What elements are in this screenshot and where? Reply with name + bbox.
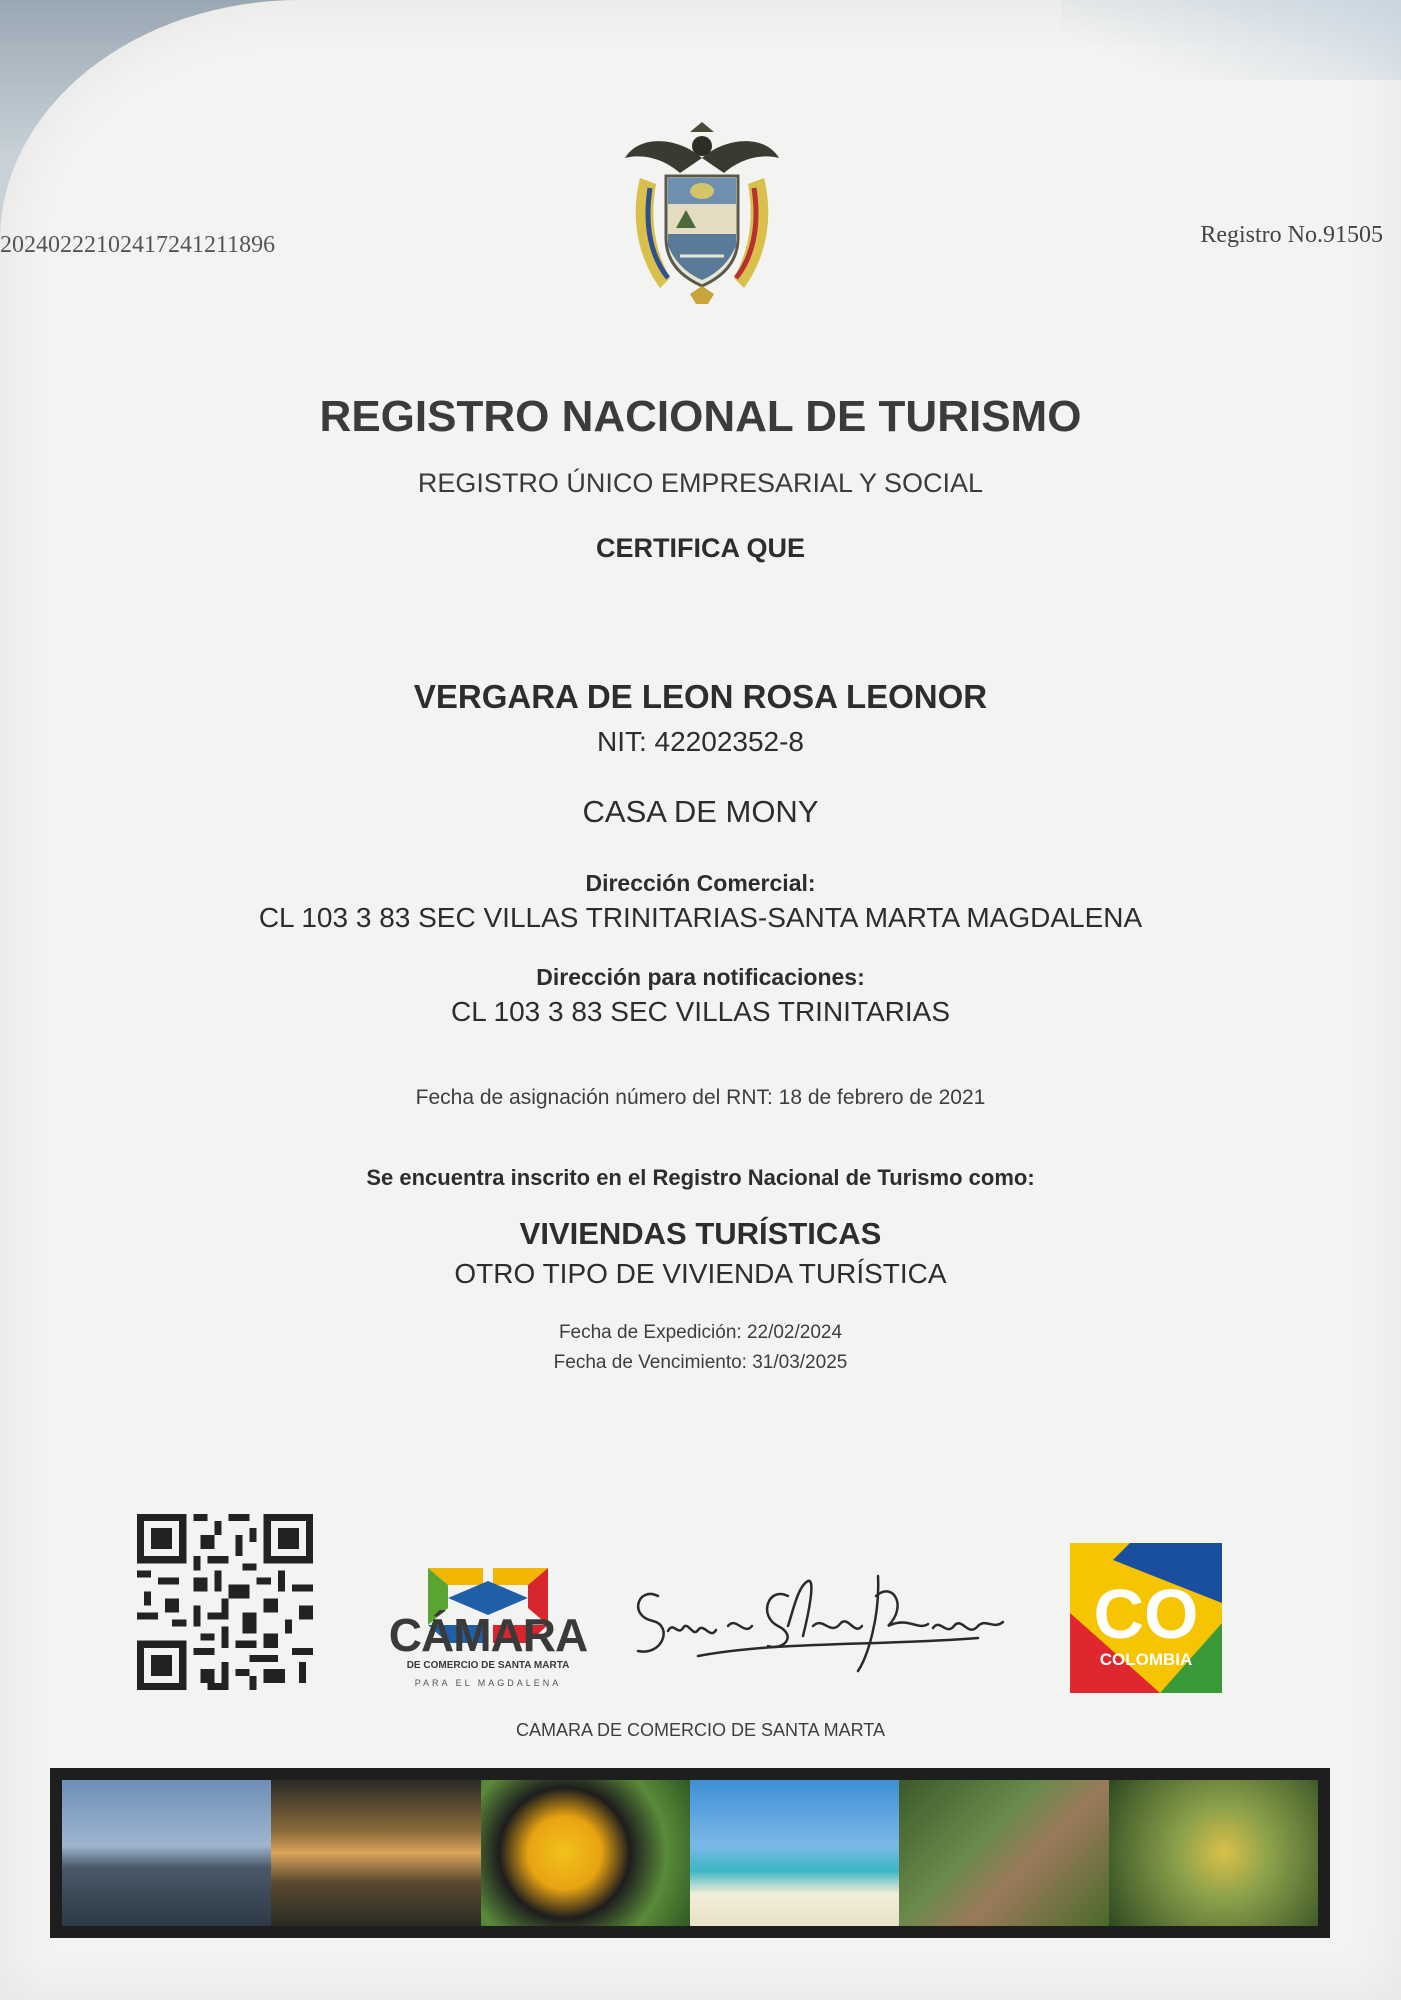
signature-icon <box>618 1556 1018 1686</box>
holder-nit: NIT: 42202352-8 <box>596 726 805 757</box>
corner-glare <box>1061 0 1401 80</box>
qr-code-icon <box>137 1514 313 1690</box>
colombia-co-logo-icon <box>1070 1543 1222 1693</box>
photo-butterfly <box>1109 1780 1318 1926</box>
commercial-address-label: Dirección Comercial: <box>585 870 816 896</box>
document-code: 20240222102417241211896 <box>0 232 276 258</box>
photo-sunset-river <box>271 1780 480 1926</box>
rnt-assignment-date: Fecha de asignación número del RNT: 18 de febrero de 2021 <box>415 1086 986 1109</box>
issue-date: Fecha de Expedición: 22/02/2024 <box>558 1322 843 1343</box>
camara-logo-wordmark: CÁMARA <box>388 1609 588 1661</box>
tourism-subcategory: OTRO TIPO DE VIVIENDA TURÍSTICA <box>454 1258 947 1289</box>
photo-beach <box>690 1780 899 1926</box>
certificate-title: REGISTRO NACIONAL DE TURISMO <box>319 392 1082 441</box>
camara-logo-subtitle: DE COMERCIO DE SANTA MARTA <box>406 1660 570 1671</box>
certificate-subtitle: REGISTRO ÚNICO EMPRESARIAL Y SOCIAL <box>417 468 984 498</box>
expiry-date: Fecha de Vencimiento: 31/03/2025 <box>553 1352 848 1373</box>
business-name: CASA DE MONY <box>582 794 819 829</box>
issuer-name: CAMARA DE COMERCIO DE SANTA MARTA <box>515 1720 886 1740</box>
coat-of-arms-icon <box>620 118 784 304</box>
co-logo-small-text: COLOMBIA <box>1099 1650 1193 1669</box>
notification-address-label: Dirección para notificaciones: <box>536 964 865 990</box>
tourism-category: VIVIENDAS TURÍSTICAS <box>519 1216 882 1251</box>
photo-ruins-jungle <box>899 1780 1108 1926</box>
certifies-heading: CERTIFICA QUE <box>596 533 805 563</box>
registration-number: Registro No.91505 <box>1200 222 1383 248</box>
photo-strip <box>50 1768 1330 1938</box>
camara-logo-tagline: PARA EL MAGDALENA <box>414 1678 562 1688</box>
photo-mountain-lake <box>62 1780 271 1926</box>
commercial-address: CL 103 3 83 SEC VILLAS TRINITARIAS-SANTA MARTA MAGDALENA <box>258 902 1143 933</box>
co-logo-big-text: CO <box>1093 1575 1199 1653</box>
holder-name: VERGARA DE LEON ROSA LEONOR <box>413 678 988 715</box>
notification-address: CL 103 3 83 SEC VILLAS TRINITARIAS <box>450 996 951 1027</box>
photo-toucan <box>481 1780 690 1926</box>
registered-as-label: Se encuentra inscrito en el Registro Nacional de Turismo como: <box>366 1165 1035 1190</box>
